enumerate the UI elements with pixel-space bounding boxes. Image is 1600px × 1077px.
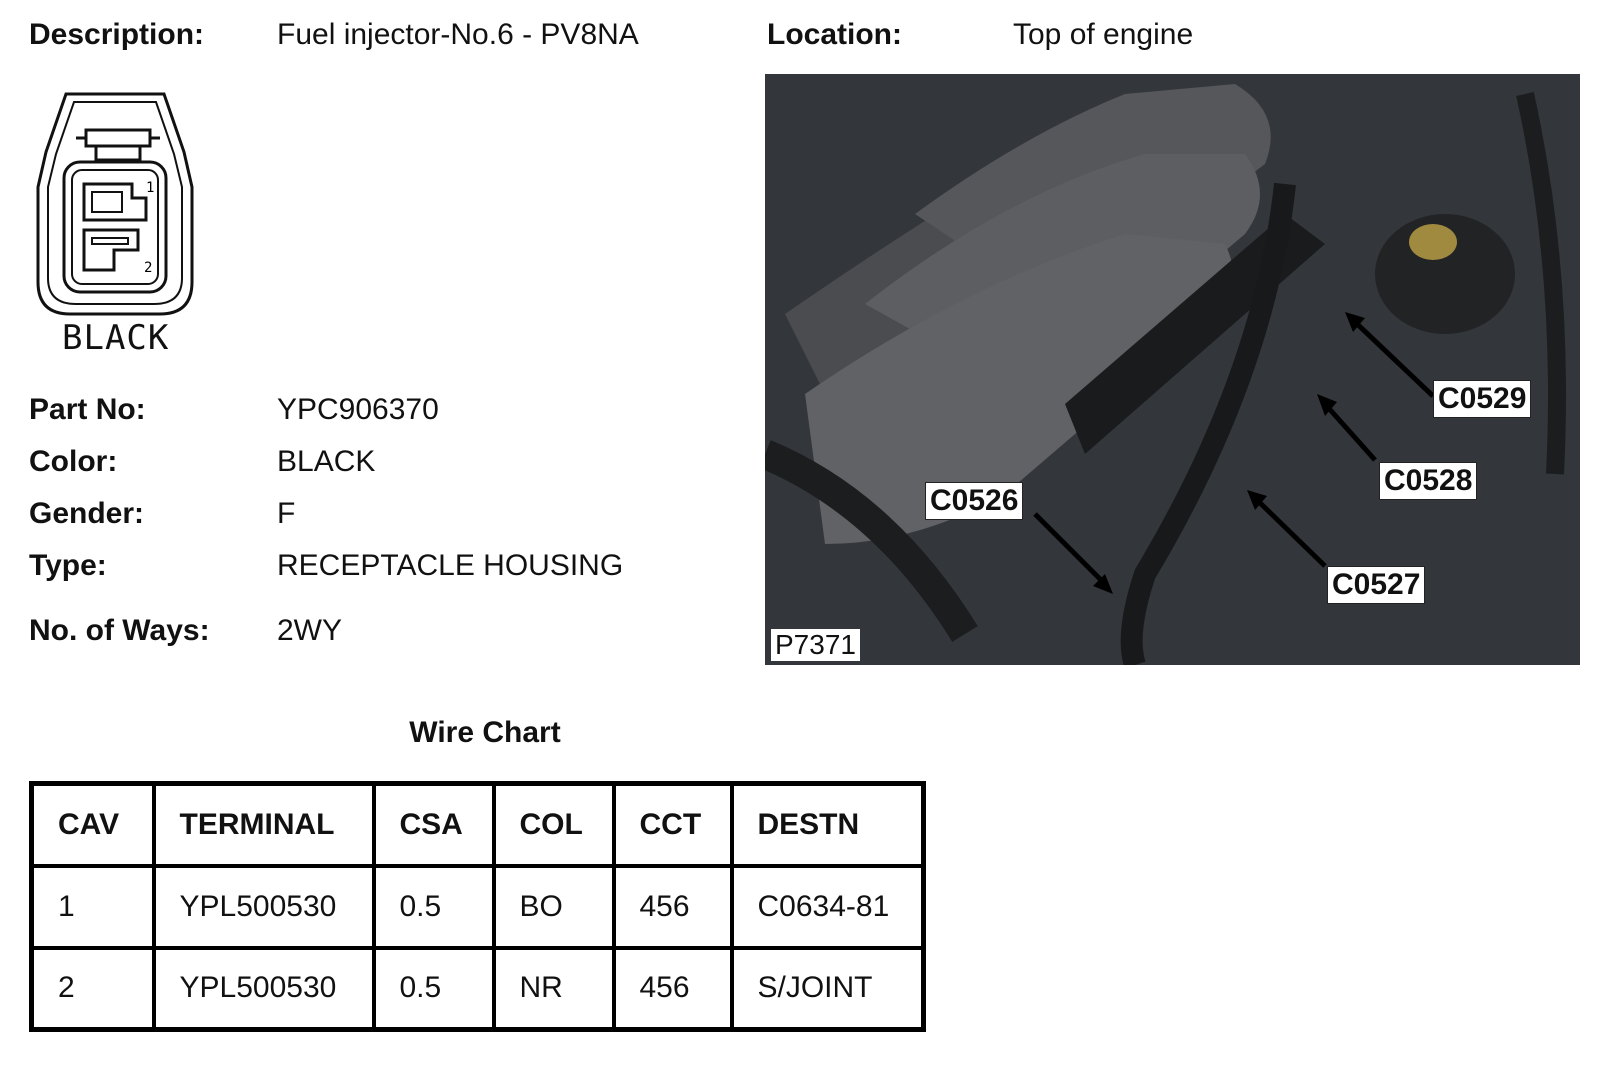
- callout-c0527: C0527: [1327, 566, 1425, 604]
- pin-2-label: 2: [144, 260, 153, 276]
- cell-csa: 0.5: [374, 866, 494, 948]
- callout-c0529: C0529: [1433, 380, 1531, 418]
- part-no-value: YPC906370: [277, 393, 439, 426]
- photo-plate-label: P7371: [771, 629, 860, 661]
- cell-csa: 0.5: [374, 948, 494, 1030]
- cell-terminal: YPL500530: [154, 866, 374, 948]
- location-label: Location:: [767, 18, 902, 51]
- connector-color-text: BLACK: [62, 318, 170, 358]
- cell-cav: 2: [32, 948, 154, 1030]
- callout-c0528: C0528: [1379, 462, 1477, 500]
- table-header-row: [32, 784, 924, 866]
- header-terminal: TERMINAL: [154, 784, 374, 866]
- callout-c0526: C0526: [925, 482, 1023, 520]
- ways-value: 2WY: [277, 614, 343, 647]
- engine-photo: [765, 74, 1580, 665]
- type-value: RECEPTACLE HOUSING: [277, 549, 624, 582]
- cell-terminal: YPL500530: [154, 948, 374, 1030]
- cell-col: NR: [494, 948, 614, 1030]
- engine-photo-drawing: [765, 74, 1580, 665]
- location-value: Top of engine: [1013, 18, 1194, 51]
- color-value: BLACK: [277, 445, 376, 478]
- header-destn: DESTN: [732, 784, 924, 866]
- ways-label: No. of Ways:: [29, 614, 210, 647]
- cell-cct: 456: [614, 948, 732, 1030]
- cell-destn: S/JOINT: [732, 948, 924, 1030]
- part-no-label: Part No:: [29, 393, 146, 426]
- description-value: Fuel injector-No.6 - PV8NA: [277, 18, 639, 51]
- type-label: Type:: [29, 549, 107, 582]
- table-row: [32, 948, 924, 1030]
- header-csa: CSA: [374, 784, 494, 866]
- pin-1-label: 1: [146, 180, 155, 196]
- connector-diagram: [34, 92, 204, 322]
- cell-cav: 1: [32, 866, 154, 948]
- color-label: Color:: [29, 445, 118, 478]
- header-cct: CCT: [614, 784, 732, 866]
- wire-chart-title: Wire Chart: [409, 716, 561, 749]
- wire-chart-table: [29, 781, 926, 1032]
- cell-col: BO: [494, 866, 614, 948]
- gender-value: F: [277, 497, 296, 530]
- gender-label: Gender:: [29, 497, 145, 530]
- table-row: [32, 866, 924, 948]
- cell-cct: 456: [614, 866, 732, 948]
- description-label: Description:: [29, 18, 205, 51]
- cell-destn: C0634-81: [732, 866, 924, 948]
- header-col: COL: [494, 784, 614, 866]
- header-cav: CAV: [32, 784, 154, 866]
